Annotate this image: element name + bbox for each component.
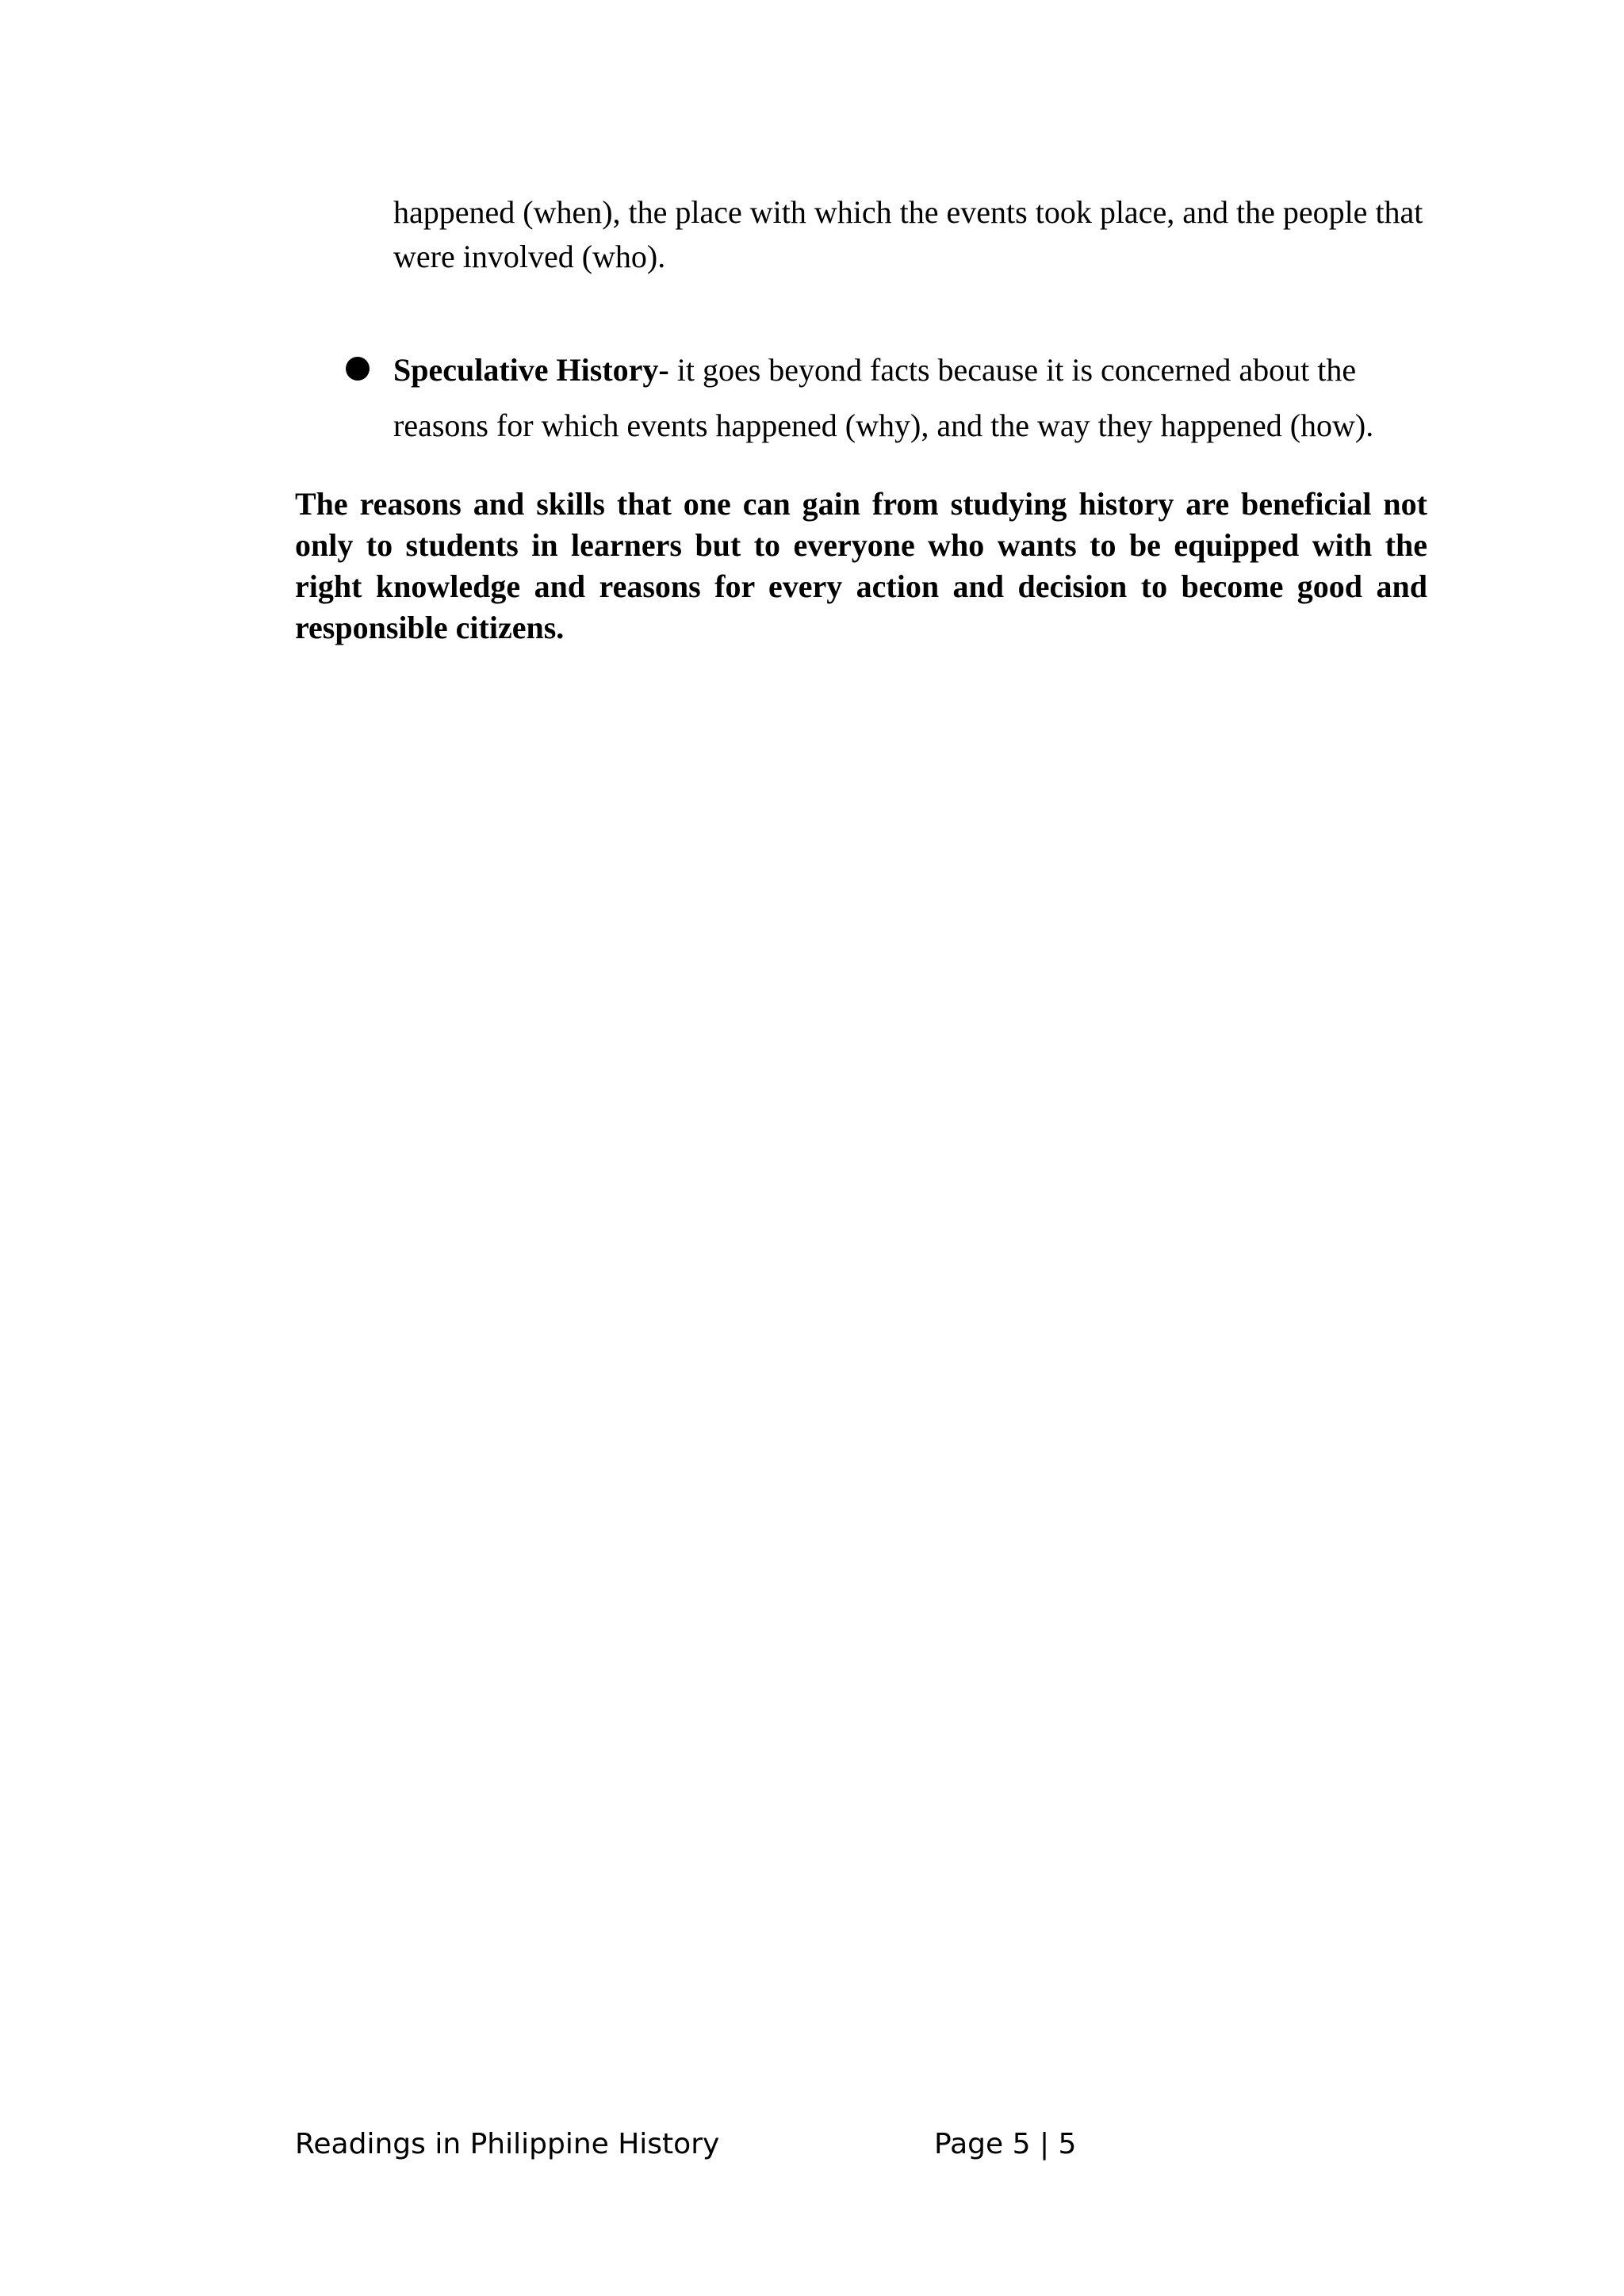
page-number: Page 5 | 5 — [934, 2128, 1077, 2160]
conclusion-paragraph: The reasons and skills that one can gain from studying history are beneficial not only to students in learners but to everyone who wants to be equipped with the right knowledge and reasons for every action and decision to become good and responsible citizens. — [295, 486, 1427, 645]
continued-paragraph: happened (when), the place with which the events took place, and the people that were involved (who). — [393, 194, 1423, 274]
bullet-text — [393, 342, 1432, 453]
bullet-icon — [346, 357, 370, 381]
page-footer — [295, 2125, 1427, 2172]
bullet-description: it goes beyond facts because it is concerned about the reasons for which events happened (why), and the way they happened (how). — [393, 352, 1374, 443]
bullet-term: Speculative History- — [393, 352, 669, 388]
footer-title: Readings in Philippine History — [295, 2128, 720, 2160]
